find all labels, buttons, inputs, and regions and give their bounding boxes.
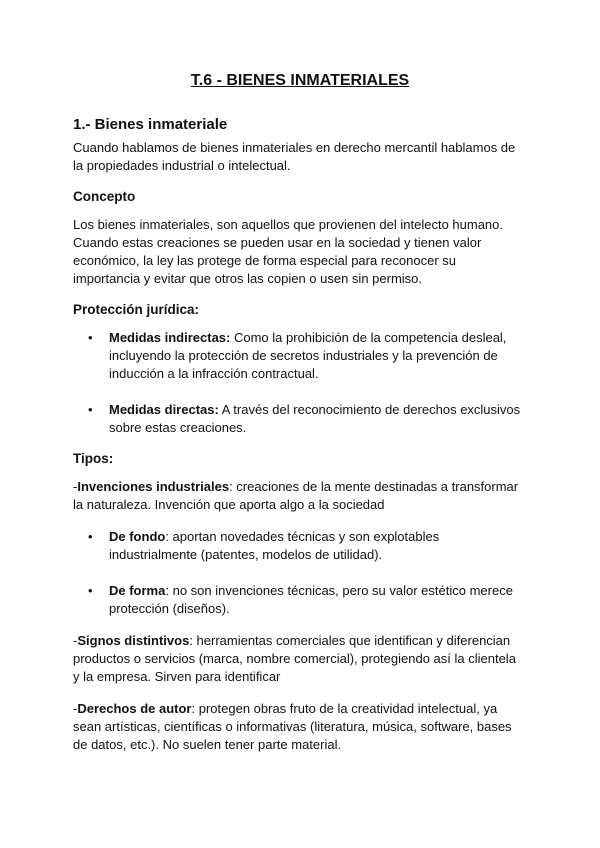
term-medidas-directas: Medidas directas: — [109, 402, 219, 417]
list-item-de-forma — [73, 582, 525, 618]
page-title: T.6 - BIENES INMATERIALES — [190, 72, 410, 89]
text-medidas-directas: A través del reconocimiento de derechos exclusivos sobre estas creaciones. — [109, 402, 521, 435]
invenciones-paragraph — [73, 478, 525, 514]
heading-proteccion-juridica: Protección jurídica: — [73, 302, 200, 317]
concepto-paragraph: Los bienes inmateriales, son aquellos que provienen del intelecto humano. Cuando estas creaciones se pueden usar en la sociedad y tienen valor económico, la ley las protege de forma especial para reconocer su importancia y evitar que otros las copien o usen sin permiso. — [73, 217, 504, 286]
term-de-fondo: De fondo — [109, 529, 166, 544]
derechos-paragraph — [73, 700, 525, 754]
section-heading-bienes-inmateriales: 1.- Bienes inmateriale — [73, 116, 228, 133]
term-medidas-indirectas: Medidas indirectas: — [109, 330, 231, 345]
text-de-fondo: : aportan novedades técnicas y son explotables industrialmente (patentes, modelos de utilidad). — [109, 529, 440, 562]
text-invenciones-industriales: : creaciones de la mente destinadas a transformar la naturaleza. Invención que aporta algo a la sociedad — [73, 479, 519, 512]
document-body — [73, 116, 525, 768]
text-derechos-de-autor: : protegen obras fruto de la creatividad intelectual, ya sean artísticas, científicas o informativas (literatura, música, software, bases de datos, etc.). No suelen tener parte material. — [73, 701, 512, 752]
term-de-forma: De forma — [109, 583, 166, 598]
term-invenciones-industriales: Invenciones industriales — [77, 479, 230, 494]
list-item-medidas-directas — [73, 401, 525, 437]
dash-signos: - — [73, 633, 78, 648]
list-item-de-fondo — [73, 528, 525, 564]
dash-derechos: - — [73, 701, 78, 716]
signos-paragraph — [73, 632, 525, 686]
term-derechos-de-autor: Derechos de autor — [77, 701, 192, 716]
proteccion-list — [73, 329, 525, 437]
text-signos-distintivos: : herramientas comerciales que identifican y diferencian productos o servicios (marca, nombre comercial), protegiendo así la clientela y la empresa. Sirven para identificar — [73, 633, 516, 684]
text-medidas-indirectas: Como la prohibición de la competencia desleal, incluyendo la protección de secretos industriales y la prevención de inducción a la infracción contractual. — [109, 330, 507, 381]
invenciones-list — [73, 528, 525, 618]
heading-concepto: Concepto — [73, 189, 136, 204]
text-de-forma: : no son invenciones técnicas, pero su valor estético merece protección (diseños). — [109, 583, 513, 616]
term-signos-distintivos: Signos distintivos — [77, 633, 190, 648]
list-item-medidas-indirectas — [73, 329, 525, 383]
heading-tipos: Tipos: — [73, 451, 114, 466]
dash-invenciones: - — [73, 479, 78, 494]
intro-paragraph: Cuando hablamos de bienes inmateriales en derecho mercantil hablamos de la propiedades industrial o intelectual. — [73, 140, 516, 173]
